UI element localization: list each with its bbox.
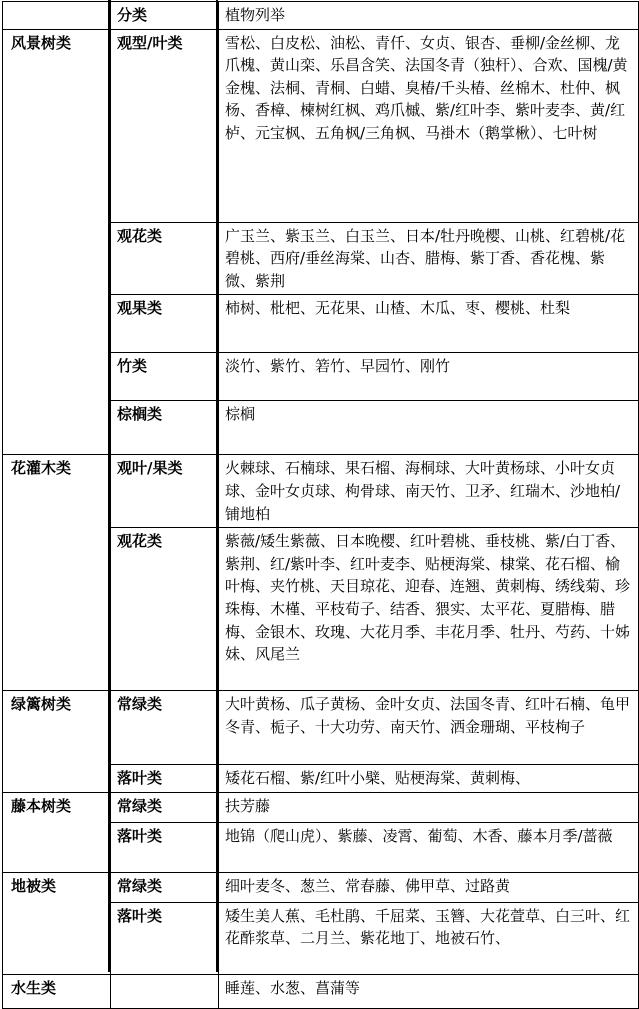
plants-cell: 地锦（爬山虎）、紫藤、凌霄、葡萄、木香、藤本月季/蔷薇 [219, 822, 639, 872]
subcategory-cell: 观叶/果类 [111, 455, 219, 528]
table-row [3, 691, 639, 765]
plant-classification-table [2, 1, 639, 1009]
plants-cell: 广玉兰、紫玉兰、白玉兰、日本/牡丹晚樱、山桃、红碧桃/花碧桃、西府/垂丝海棠、山杏、腊梅、紫丁香、香花槐、紫微、紫荆 [219, 222, 639, 295]
subcategory-cell: 常绿类 [111, 872, 219, 902]
table-row [3, 29, 639, 222]
header-category-cell [3, 2, 111, 30]
table-row [3, 974, 639, 1008]
plants-cell: 棕榈 [219, 401, 639, 455]
subcategory-cell: 观花类 [111, 528, 219, 691]
category-cell: 水生类 [3, 974, 111, 1008]
plants-cell: 淡竹、紫竹、箬竹、早园竹、刚竹 [219, 353, 639, 401]
plants-cell: 矮花石榴、紫/红叶小檗、贴梗海棠、黄刺梅、 [219, 765, 639, 793]
plants-cell: 扶芳藤 [219, 792, 639, 822]
plants-cell: 矮生美人蕉、毛杜鹃、千屈菜、玉簪、大花萱草、白三叶、红花酢浆草、二月兰、紫花地丁、地被石竹、 [219, 902, 639, 974]
table-row [3, 792, 639, 822]
plants-cell: 细叶麦冬、葱兰、常春藤、佛甲草、过路黄 [219, 872, 639, 902]
right-border-rule [216, 0, 218, 972]
plants-cell: 雪松、白皮松、油松、青仟、女贞、银杏、垂柳/金丝柳、龙爪槐、黄山栾、乐昌含笑、法国冬青（独杆）、合欢、国槐/黄金槐、法桐、青桐、白蜡、臭椿/千头椿、丝棉木、杜仲、枫杨、香樟、楝树红枫、鸡爪槭、紫/红叶李、紫叶麦李、黄/红栌、元宝枫、五角枫/三角枫、马褂木（鹅掌楸）、七叶树 [219, 29, 639, 222]
subcategory-cell: 常绿类 [111, 792, 219, 822]
subcategory-cell: 常绿类 [111, 691, 219, 765]
category-cell: 花灌木类 [3, 455, 111, 691]
category-cell: 风景树类 [3, 29, 111, 455]
plants-cell: 紫薇/矮生紫薇、日本晚樱、红叶碧桃、垂枝桃、紫/白丁香、紫荆、红/紫叶李、红叶麦李、贴梗海棠、棣棠、花石榴、榆叶梅、夹竹桃、天目琼花、迎春、连翘、黄刺梅、绣线菊、珍珠梅、木槿、平枝荀子、结香、猥实、太平花、夏腊梅、腊梅、金银木、玫瑰、大花月季、丰花月季、牡丹、芍药、十姊妹、风尾兰 [219, 528, 639, 691]
header-plants-cell: 植物列举 [219, 2, 639, 30]
category-cell: 藤本树类 [3, 792, 111, 872]
plants-cell: 睡莲、水葱、菖蒲等 [219, 974, 639, 1008]
subcategory-cell: 落叶类 [111, 822, 219, 872]
subcategory-cell: 观果类 [111, 295, 219, 353]
subcategory-cell: 棕榈类 [111, 401, 219, 455]
subcategory-cell: 观型/叶类 [111, 29, 219, 222]
plants-cell: 柿树、枇杷、无花果、山楂、木瓜、枣、樱桃、杜梨 [219, 295, 639, 353]
plants-cell: 大叶黄杨、瓜子黄杨、金叶女贞、法国冬青、红叶石楠、龟甲冬青、栀子、十大功劳、南天竹、洒金珊瑚、平枝栒子 [219, 691, 639, 765]
subcategory-cell: 落叶类 [111, 902, 219, 974]
subcategory-cell [111, 974, 219, 1008]
category-cell: 地被类 [3, 872, 111, 974]
left-border-rule [108, 0, 111, 972]
plants-cell: 火棘球、石楠球、果石榴、海桐球、大叶黄杨球、小叶女贞球、金叶女贞球、枸骨球、南天竹、卫矛、红瑞木、沙地柏/ 铺地柏 [219, 455, 639, 528]
subcategory-cell: 观花类 [111, 222, 219, 295]
table-row [3, 872, 639, 902]
category-cell: 绿篱树类 [3, 691, 111, 793]
subcategory-cell: 竹类 [111, 353, 219, 401]
header-subcategory-cell: 分类 [111, 2, 219, 30]
table-row [3, 455, 639, 528]
subcategory-cell: 落叶类 [111, 765, 219, 793]
header-row [3, 2, 639, 30]
